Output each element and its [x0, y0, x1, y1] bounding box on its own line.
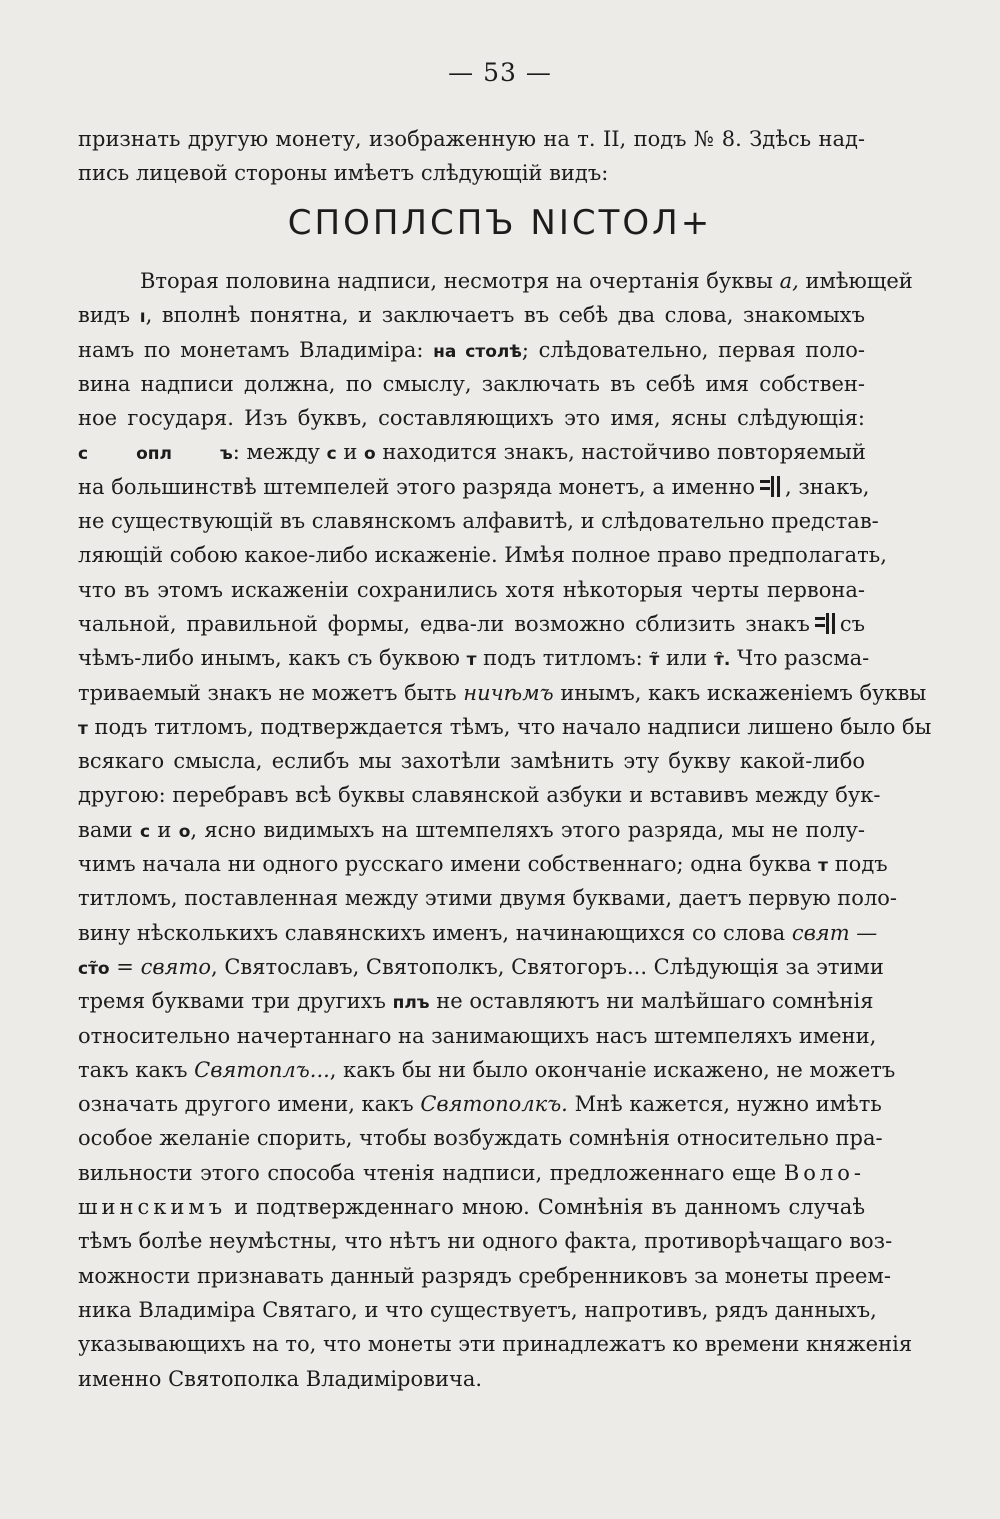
- t-sign-icon: [814, 611, 836, 635]
- text-line: такъ какъ Святоплъ..., какъ бы ни было окончаніе искажено, не можетъ: [78, 1057, 896, 1082]
- coin-inscription: СПОПЛСПЪ NІСТОЛ+: [287, 203, 713, 243]
- text-line: тремя буквами три другихъ плъ не оставляютъ ни малѣйшаго сомнѣнія: [78, 989, 874, 1014]
- text-line: Вторая половина надписи, несмотря на очертанія буквы а, имѣющей: [140, 269, 913, 293]
- text-line: шинскимъ и подтвержденнаго мною. Сомнѣнія въ данномъ случаѣ: [78, 1195, 865, 1220]
- text-line: вину нѣсколькихъ славянскихъ именъ, начинающихся со слова свят —: [78, 920, 878, 945]
- text-line: что въ этомъ искаженіи сохранились хотя нѣкоторыя черты первона-: [78, 577, 865, 602]
- text-line: триваемый знакъ не можетъ быть ничѣмъ инымъ, какъ искаженіемъ буквы: [78, 680, 927, 705]
- text-line: ника Владиміра Святаго, и что существуетъ, напротивъ, рядъ данныхъ,: [78, 1297, 877, 1322]
- paragraph-intro: [78, 122, 865, 191]
- page-number: — 53 —: [448, 58, 552, 87]
- text-line: не существующій въ славянскомъ алфавитѣ, и слѣдовательно представ-: [78, 509, 879, 534]
- text-line: особое желаніе спорить, чтобы возбуждать сомнѣнія относительно пра-: [78, 1126, 883, 1151]
- text-line: видъ ı, вполнѣ понятна, и заключаетъ въ себѣ два слова, знакомыхъ: [78, 303, 865, 328]
- text-line: можности признавать данный разрядъ сребренниковъ за монеты преем-: [78, 1263, 891, 1288]
- text-line: другою: перебравъ всѣ буквы славянской азбуки и вставивъ между бук-: [78, 783, 881, 808]
- text-line: чимъ начала ни одного русскаго имени собственнаго; одна буква т подъ: [78, 852, 888, 877]
- text-line: вина надписи должна, по смыслу, заключать въ себѣ имя собствен-: [78, 371, 865, 396]
- text-line: тѣмъ болѣе неумѣстны, что нѣтъ ни одного факта, противорѣчащаго воз-: [78, 1229, 893, 1254]
- text-line: вами с и о, ясно видимыхъ на штемпеляхъ этого разряда, мы не полу-: [78, 817, 865, 842]
- text-line: ное государя. Изъ буквъ, составляющихъ это имя, ясны слѣдующія:: [78, 406, 865, 431]
- text-line: титломъ, поставленная между этими двумя буквами, даетъ первую поло-: [78, 886, 898, 911]
- old-script-word: на столѣ: [433, 341, 522, 362]
- text-line: пись лицевой стороны имѣетъ слѣдующій видъ:: [78, 161, 609, 186]
- text-line: чѣмъ-либо инымъ, какъ съ буквою т подъ титломъ: т̃ или т̑. Что разсма-: [78, 646, 870, 671]
- text-line: ст̃о = свято, Святославъ, Святополкъ, Святогоръ... Слѣдующія за этими: [78, 954, 884, 979]
- text-line: именно Святополка Владиміровича.: [78, 1366, 483, 1391]
- text-line: т подъ титломъ, подтверждается тѣмъ, что начало надписи лишено было бы: [78, 714, 932, 739]
- text-line: указывающихъ на то, что монеты эти принадлежатъ ко времени княженія: [78, 1332, 913, 1357]
- text-line: означать другого имени, какъ Святополкъ. Мнѣ кажется, нужно имѣть: [78, 1092, 882, 1117]
- text-line: с опл ъ: между с и о находится знакъ, настойчиво повторяемый: [78, 440, 866, 465]
- text-line: всякаго смысла, еслибъ мы захотѣли замѣнить эту букву какой-либо: [78, 749, 865, 774]
- text-line: на большинствѣ штемпелей этого разряда монетъ, а именно , знакъ,: [78, 474, 870, 499]
- text-line: признать другую монету, изображенную на т. II, подъ № 8. Здѣсь над-: [78, 127, 865, 151]
- text-line: чальной, правильной формы, едва-ли возможно сблизить знакъ съ: [78, 611, 865, 636]
- text-line: ляющій собою какое-либо искаженіе. Имѣя полное право предполагать,: [78, 543, 887, 568]
- letter-a-glyph: ı: [139, 307, 146, 328]
- text-line: вильности этого способа чтенія надписи, предложеннаго еще Воло-: [78, 1160, 865, 1185]
- text-line: намъ по монетамъ Владиміра: на столѣ; слѣдовательно, первая поло-: [78, 337, 865, 362]
- t-sign-icon: [759, 474, 781, 498]
- paragraph-main: [78, 264, 932, 1396]
- text-line: относительно начертаннаго на занимающихъ насъ штемпеляхъ имени,: [78, 1023, 877, 1048]
